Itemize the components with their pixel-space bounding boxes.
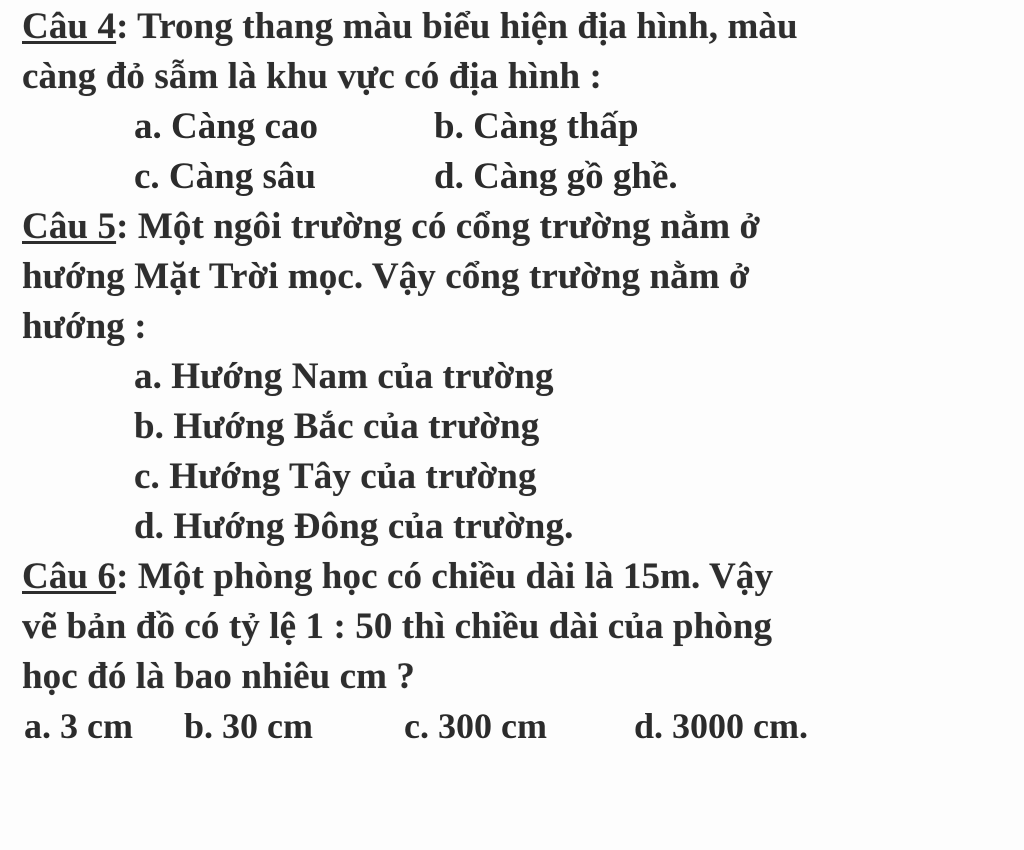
question-6-prompt-line-1	[22, 552, 1002, 602]
question-4-option-row-2	[22, 152, 1002, 202]
question-6-option-b: b. 30 cm	[184, 706, 313, 746]
question-5-prompt-line-1	[22, 202, 1002, 252]
question-6-option-row	[22, 702, 1002, 750]
question-5-option-b: b. Hướng Bắc của trường	[134, 406, 540, 447]
question-4-option-c: c. Càng sâu	[134, 156, 316, 197]
question-4-option-row-1	[22, 102, 1002, 152]
question-5-label: Câu 5	[22, 206, 117, 247]
question-6-prompt-line-3: học đó là bao nhiêu cm ?	[22, 656, 416, 697]
question-4-option-b: b. Càng thấp	[434, 106, 639, 147]
question-4-option-a: a. Càng cao	[134, 106, 318, 147]
question-5-option-d: d. Hướng Đông của trường.	[134, 506, 574, 547]
question-4-prompt-line-2: càng đỏ sẫm là khu vực có địa hình :	[22, 56, 602, 97]
question-4-prompt-line-1	[22, 2, 1002, 52]
question-5-prompt-line-2: hướng Mặt Trời mọc. Vậy cổng trường nằm ở	[22, 256, 750, 297]
question-6-prompt-line-2: vẽ bản đồ có tỷ lệ 1 : 50 thì chiều dài của phòng	[22, 606, 773, 647]
question-6-prompt-text-1: : Một phòng học có chiều dài là 15m. Vậy	[116, 556, 774, 597]
question-4-option-d: d. Càng gồ ghề.	[434, 156, 678, 197]
question-6-label: Câu 6	[22, 556, 117, 597]
question-6-option-d: d. 3000 cm.	[634, 706, 808, 746]
question-4-label: Câu 4	[22, 6, 117, 47]
question-6-option-a: a. 3 cm	[24, 706, 133, 746]
question-4-prompt-text-1: : Trong thang màu biểu hiện địa hình, màu	[116, 6, 798, 47]
question-5-option-c: c. Hướng Tây của trường	[134, 456, 537, 497]
question-5-prompt-text-1: : Một ngôi trường có cổng trường nằm ở	[116, 206, 761, 247]
question-5-option-a: a. Hướng Nam của trường	[134, 356, 554, 397]
question-5-prompt-line-3: hướng :	[22, 306, 147, 347]
question-6-option-c: c. 300 cm	[404, 706, 547, 746]
